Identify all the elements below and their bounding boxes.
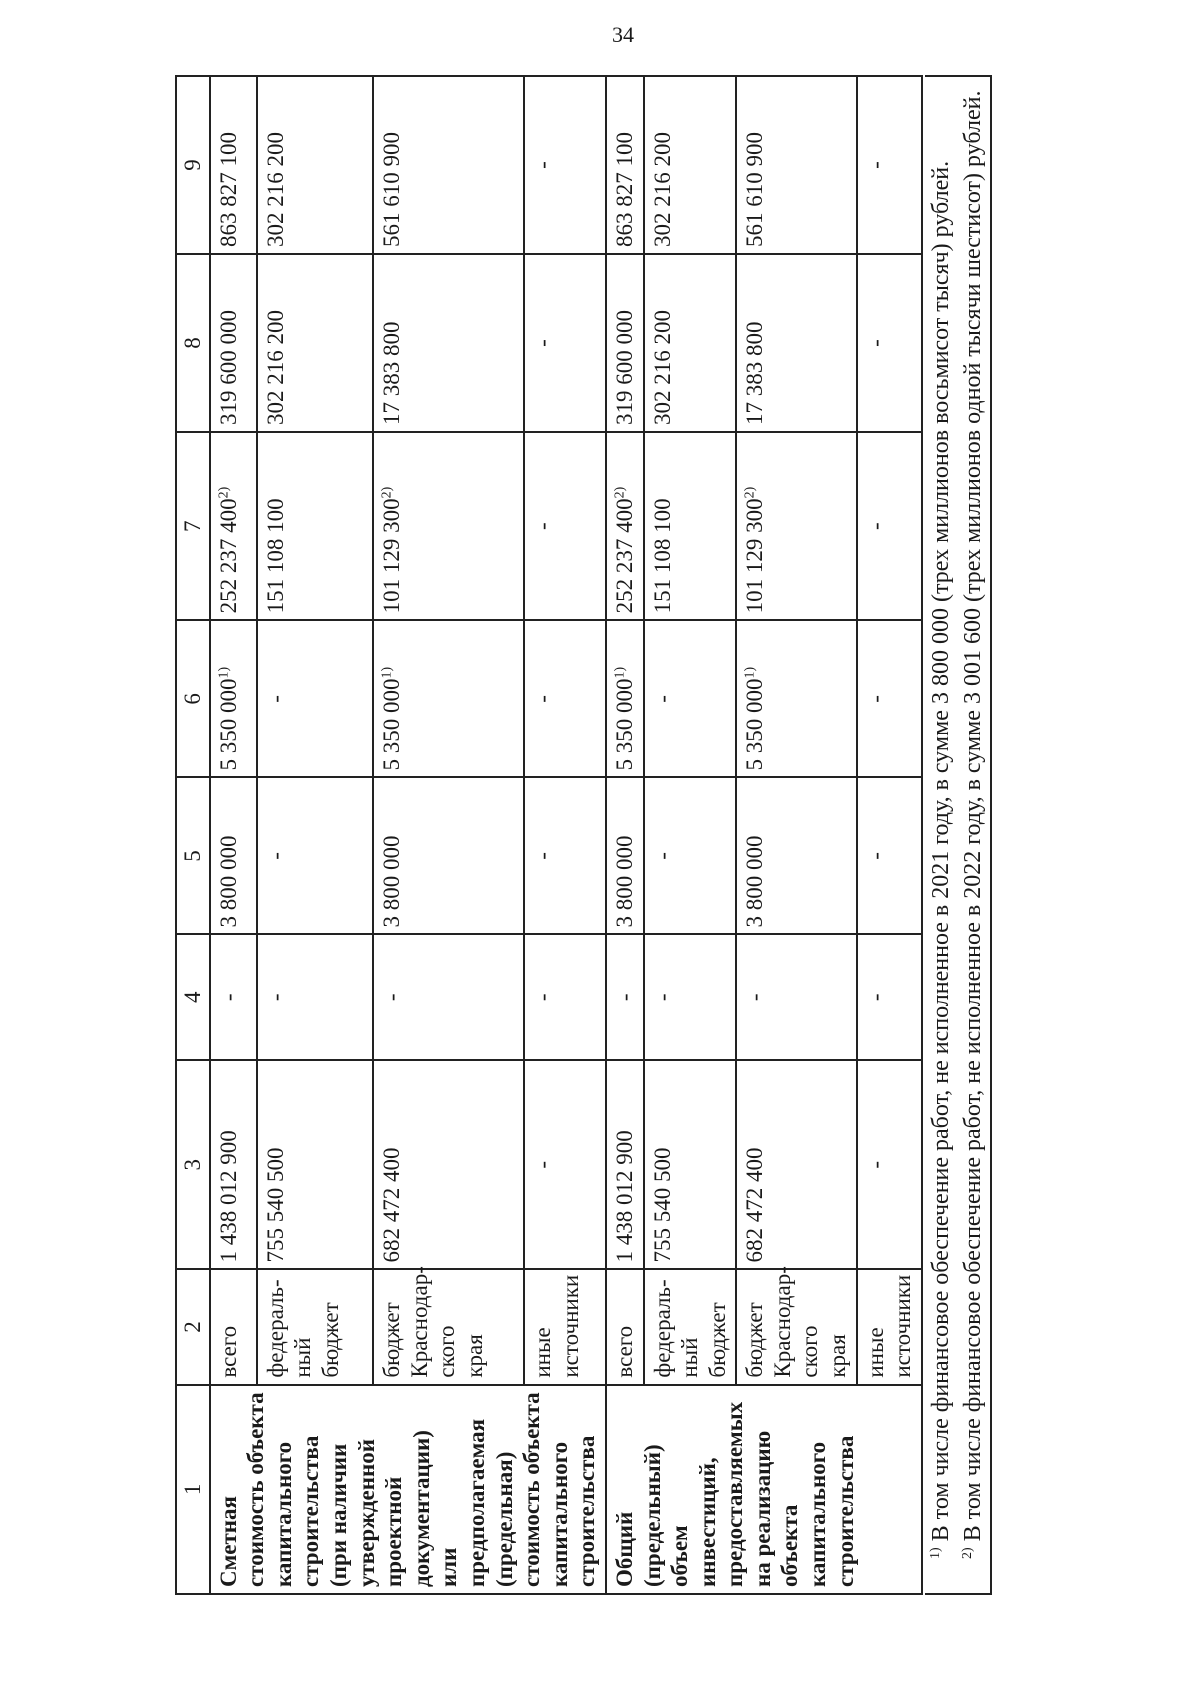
table-row [644,76,737,1594]
value-text: - [862,522,888,531]
source-cell: иные источники [524,1269,606,1384]
table-row [857,76,922,1594]
value-cell: 1 438 012 900 [606,1060,644,1269]
value-cell: 561 610 900 [736,76,856,254]
value-cell-noted [373,432,524,620]
footnote-ref: 2) [215,486,231,499]
footnotes [925,75,992,1595]
value-text: - [530,695,556,703]
source-cell: бюджет Краснодар-ского края [736,1269,856,1384]
value-cell-noted [210,620,257,777]
footnote-mark: 1) [927,1547,943,1559]
value-cell: - [857,76,922,254]
source-cell: всего [606,1269,644,1384]
value-cell: - [524,254,606,432]
value-cell-noted [644,432,737,620]
value-cell-noted [857,432,922,620]
value-cell-noted [736,620,856,777]
value-cell-noted [524,620,606,777]
value-text: - [530,522,556,531]
value-text: 5 350 000 [611,678,637,771]
table-row [257,76,373,1594]
value-cell: 17 383 800 [736,254,856,432]
header-cell: 2 [176,1269,210,1384]
value-cell: - [524,934,606,1060]
value-cell: 755 540 500 [257,1060,373,1269]
value-cell: 682 472 400 [736,1060,856,1269]
value-cell-noted [524,432,606,620]
value-cell: 3 800 000 [606,777,644,934]
footnote-2 [957,85,989,1589]
table-row [606,76,644,1594]
header-cell: 4 [176,934,210,1060]
value-text: 252 237 400 [215,498,241,614]
header-cell: 7 [176,432,210,620]
header-cell: 5 [176,777,210,934]
value-cell: 682 472 400 [373,1060,524,1269]
header-cell: 8 [176,254,210,432]
financing-table [175,75,923,1595]
value-cell: - [524,1060,606,1269]
footnote-text: В том числе финансовое обеспечение работ, не исполненное в 2021 году, в сумме 3 800 000 (трех миллионов восьмисот тысяч) рублей. [927,160,954,1548]
value-cell-noted [857,620,922,777]
value-text: 5 350 000 [379,678,405,771]
value-text: 151 108 100 [262,498,288,614]
value-cell: 302 216 200 [257,254,373,432]
value-text: 101 129 300 [379,498,405,614]
value-cell: 3 800 000 [373,777,524,934]
value-cell-noted [373,620,524,777]
group-title: Сметная стоимость объекта капитального строительства (при наличии утвержденной проектной документации) или предполагаемая (предельная) стоимость объекта капитального строительства [210,1385,606,1594]
table-row [373,76,524,1594]
footnote-ref: 1) [742,666,758,679]
source-cell: иные источники [857,1269,922,1384]
table-row [524,76,606,1594]
value-cell: 3 800 000 [736,777,856,934]
value-cell-noted [644,620,737,777]
source-cell: федераль-ный бюджет [644,1269,737,1384]
value-cell: - [857,1060,922,1269]
value-cell: - [857,254,922,432]
value-cell: 302 216 200 [257,76,373,254]
header-row [176,76,210,1594]
footnote-ref: 1) [612,666,628,679]
footnote-ref: 2) [379,486,395,499]
value-text: 151 108 100 [649,498,675,614]
value-cell-noted [606,620,644,777]
footnote-ref: 1) [379,666,395,679]
value-cell: 1 438 012 900 [210,1060,257,1269]
value-cell: - [857,934,922,1060]
value-text: 5 350 000 [215,678,241,771]
value-cell-noted [210,432,257,620]
value-cell-noted [606,432,644,620]
value-cell: - [644,934,737,1060]
value-cell: - [257,934,373,1060]
header-cell: 6 [176,620,210,777]
table-row [210,76,257,1594]
value-text: 252 237 400 [611,498,637,614]
source-cell: всего [210,1269,257,1384]
value-cell-noted [257,620,373,777]
page-number: 34 [612,22,634,47]
value-cell: - [644,777,737,934]
header-cell: 1 [176,1385,210,1594]
value-cell: - [736,934,856,1060]
value-cell: 17 383 800 [373,254,524,432]
value-cell: 302 216 200 [644,76,737,254]
rotated-table-area [175,65,1195,1595]
value-cell: 561 610 900 [373,76,524,254]
value-cell: - [857,777,922,934]
value-cell: 863 827 100 [606,76,644,254]
value-cell: - [524,777,606,934]
source-cell: федераль-ный бюджет [257,1269,373,1384]
footnote-ref: 1) [215,666,231,679]
footnote-mark: 2) [960,1547,976,1559]
value-cell: 755 540 500 [644,1060,737,1269]
header-cell: 9 [176,76,210,254]
footnote-ref: 2) [612,486,628,499]
value-text: 5 350 000 [742,678,768,771]
value-cell: - [257,777,373,934]
table-row [736,76,856,1594]
value-cell-noted [257,432,373,620]
value-text: - [649,695,675,703]
value-cell: 319 600 000 [606,254,644,432]
value-cell: 863 827 100 [210,76,257,254]
value-cell: 3 800 000 [210,777,257,934]
footnote-text: В том числе финансовое обеспечение работ, не исполненное в 2022 году, в сумме 3 001 600 (трех миллионов одной тысячи шестисот) рублей. [960,90,987,1548]
value-text: - [262,695,288,703]
value-cell: - [606,934,644,1060]
value-text: - [862,695,888,703]
header-cell: 3 [176,1060,210,1269]
footnote-1 [925,85,957,1589]
value-cell: - [373,934,524,1060]
footnote-ref: 2) [742,486,758,499]
source-cell: бюджет Краснодар-ского края [373,1269,524,1384]
value-cell: - [210,934,257,1060]
value-cell: 319 600 000 [210,254,257,432]
value-text: 101 129 300 [742,498,768,614]
value-cell-noted [736,432,856,620]
value-cell: 302 216 200 [644,254,737,432]
value-cell: - [524,76,606,254]
group-title: Общий (предельный) объем инвестиций, предоставляемых на реализацию объекта капитального строительства [606,1385,922,1594]
